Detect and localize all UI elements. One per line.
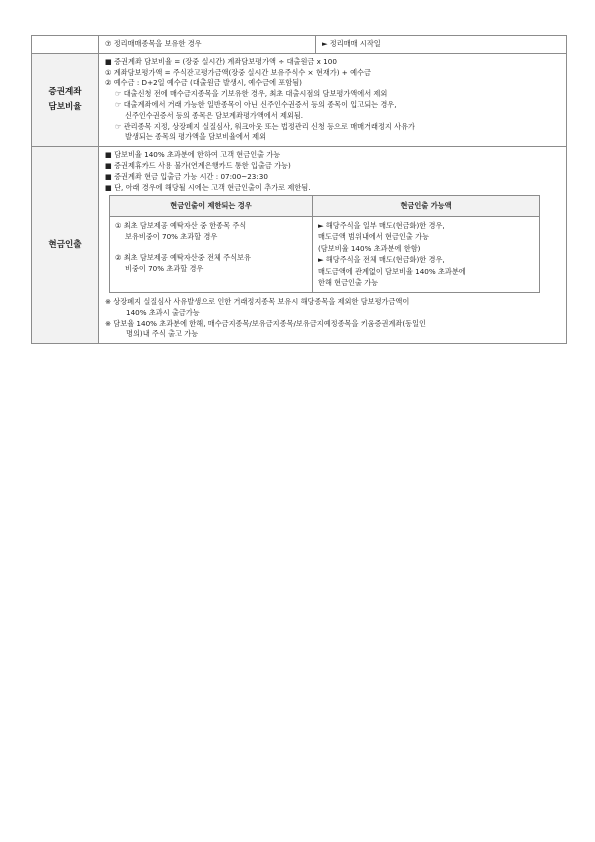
allow-line: 한해 현금인출 가능 xyxy=(318,278,379,288)
collateral-label-cell xyxy=(32,53,99,146)
case-line: 비중이 70% 초과할 경우 xyxy=(125,264,204,274)
withdrawal-line: ■ 담보비율 140% 초과분에 한하여 고객 현금인출 가능 xyxy=(105,150,281,160)
table-row xyxy=(32,53,567,146)
restriction-header: 현금인출이 제한되는 경우 xyxy=(110,196,313,217)
note-line: 명의)내 주식 출고 가능 xyxy=(126,329,199,339)
allowance-header: 현금인출 가능액 xyxy=(313,196,540,217)
withdrawal-line: ■ 단, 아래 경우에 해당될 시에는 고객 현금인출이 추가로 제한됨. xyxy=(105,182,311,192)
case-line: ② 최초 담보제공 예탁자산중 전체 주식보유 xyxy=(115,252,251,262)
collateral-line: 발생되는 종목의 평가액을 담보비율에서 제외 xyxy=(125,132,267,142)
row-top-left: ⑦ 정리매매종목을 보유한 경우 xyxy=(99,36,316,54)
allowance-cases-cell xyxy=(313,216,540,292)
collateral-line: ② 예수금 : D+2일 예수금 (대출원금 발생시, 예수금에 포함됨) xyxy=(105,78,302,88)
loan-terms-table xyxy=(31,35,567,344)
note-line: 140% 초과시 출금가능 xyxy=(126,307,200,317)
allow-line: (담보비율 140% 초과분에 한함) xyxy=(318,243,421,253)
allow-line: 매도금액 범위내에서 현금인출 가능 xyxy=(318,232,430,242)
restriction-cases-cell xyxy=(110,216,313,292)
row-top-right: ► 정리매매 시작일 xyxy=(316,36,567,54)
withdrawal-line: ■ 증권제휴카드 사용 불가(연계은행카드 통한 입출금 가능) xyxy=(105,160,291,170)
allow-line: ► 해당주식을 일부 매도(현금화)한 경우, xyxy=(318,220,445,230)
collateral-content xyxy=(99,53,567,146)
withdrawal-label-cell: 현금인출 xyxy=(32,147,99,344)
spacer xyxy=(115,243,307,252)
table-row xyxy=(32,147,567,344)
allow-line: 매도금액에 관계없이 담보비율 140% 초과분에 xyxy=(318,266,466,276)
withdrawal-restriction-table xyxy=(109,195,540,293)
note-line: ※ 담보율 140% 초과분에 한해, 매수금지종목/보유금지종목/보유금지예정종목을 키움증권계좌(동일인 xyxy=(105,318,426,328)
collateral-line: ① 계좌담보평가액 = 주식잔고평가금액(장중 실시간 보유주식수 × 현재가) + 예수금 xyxy=(105,67,371,77)
collateral-line: ☞ 대출계좌에서 거래 가능한 일반종목이 아닌 신주인수권증서 등의 종목이 입고되는 경우, xyxy=(115,99,397,109)
collateral-line: 신주인수권증서 등의 종목은 담보계좌평가액에서 제외됨. xyxy=(125,110,304,120)
collateral-line: ☞ 관리종목 지정, 상장폐지 실질심사, 워크아웃 또는 법정관리 신청 등으로 매매거래정지 사유가 xyxy=(115,121,415,131)
collateral-label-line2: 담보비율 xyxy=(48,101,82,112)
withdrawal-content xyxy=(99,147,567,344)
case-line: ① 최초 담보제공 예탁자산 중 한종목 주식 xyxy=(115,220,247,230)
empty-label-cell xyxy=(32,36,99,54)
withdrawal-line: ■ 증권계좌 현금 입출금 가능 시간 : 07:00~23:30 xyxy=(105,171,268,181)
case-line: 보유비중이 70% 초과할 경우 xyxy=(125,232,218,242)
collateral-label-line1: 증권계좌 xyxy=(48,86,82,97)
allow-line: ► 해당주식을 전체 매도(현금화)한 경우, xyxy=(318,255,445,265)
collateral-line: ☞ 대출신청 전에 매수금지종목을 기보유한 경우, 최초 대출시점의 담보평가액에서 제외 xyxy=(115,89,388,99)
note-line: ※ 상장폐지 실질심사 사유발생으로 인한 거래정지종목 보유시 해당종목을 제외한 담보평가금액이 xyxy=(105,296,410,306)
table-row xyxy=(32,36,567,54)
table-row xyxy=(110,196,540,217)
table-row xyxy=(110,216,540,292)
collateral-line: ■ 증권계좌 담보비율 = (장중 실시간) 계좌담보평가액 ÷ 대출원금 x 100 xyxy=(105,56,337,66)
